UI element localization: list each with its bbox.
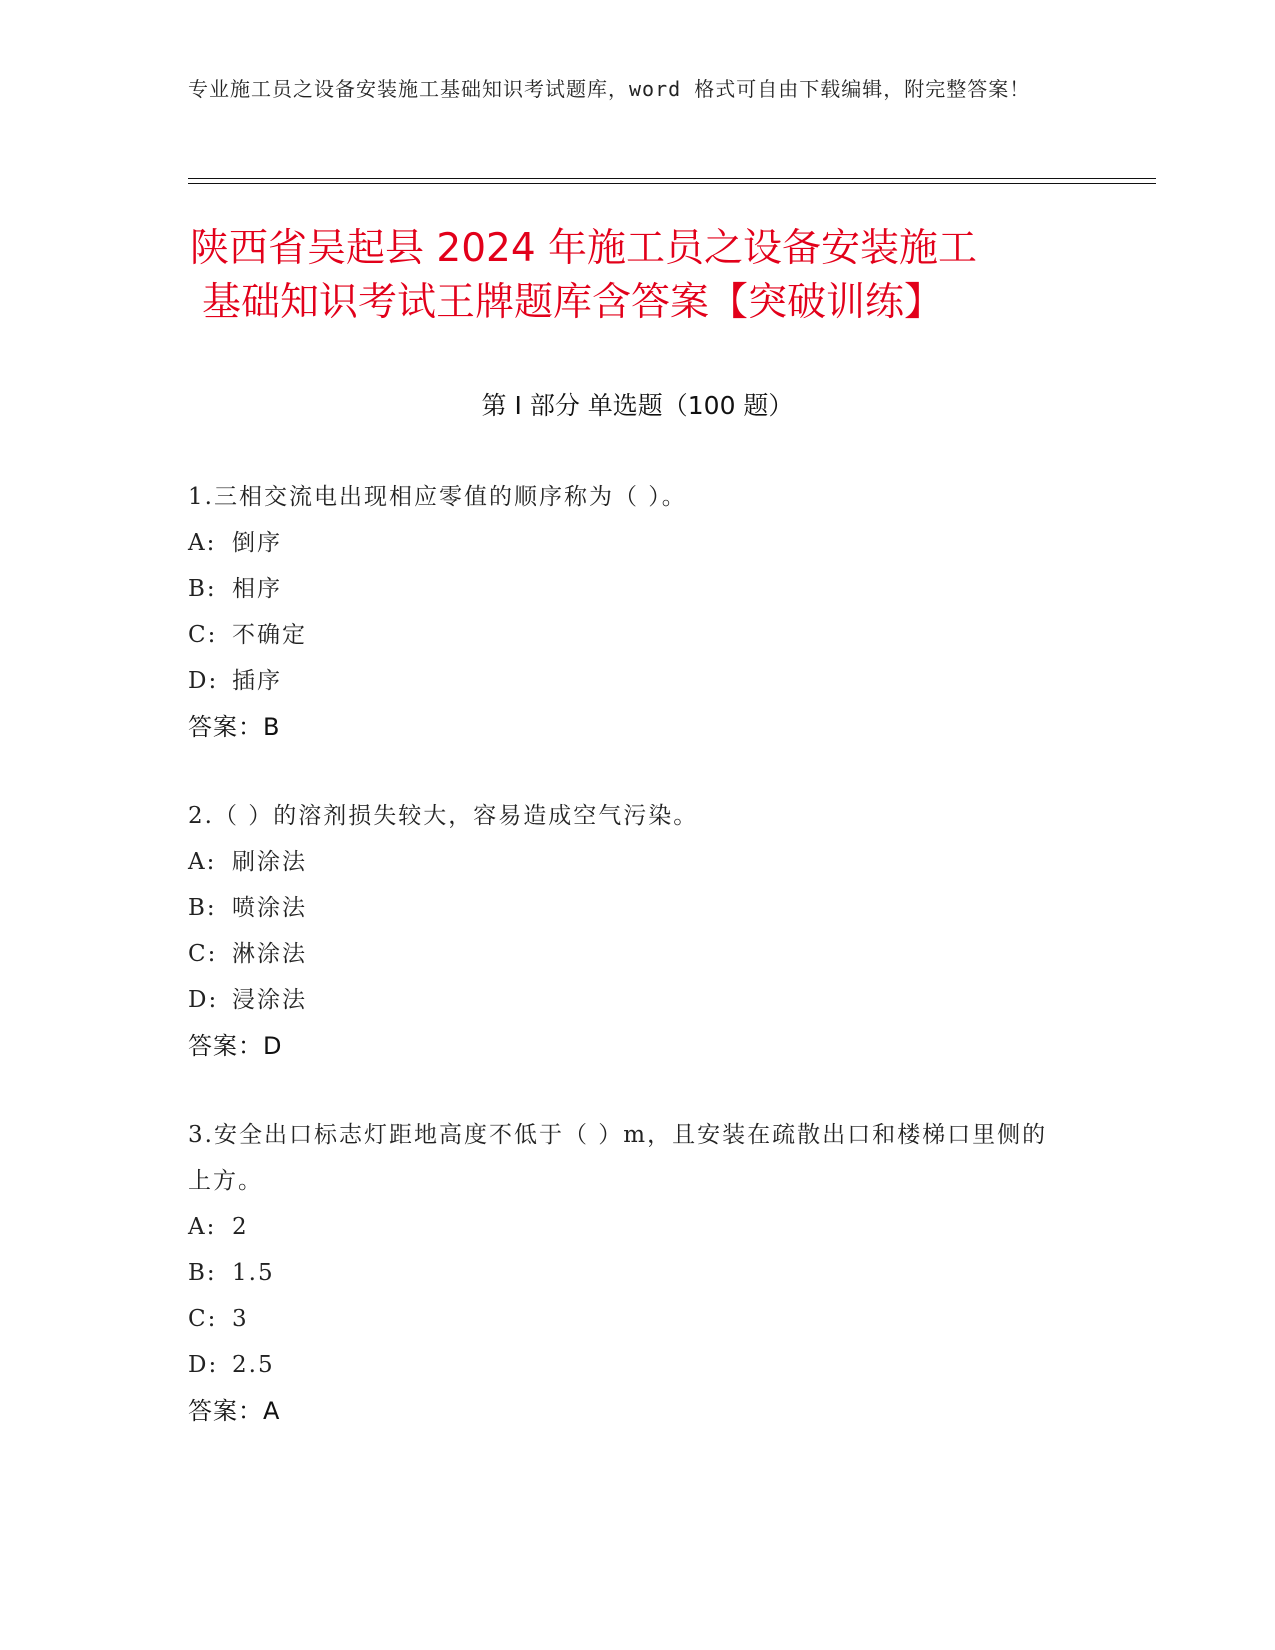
question-text: 1.三相交流电出现相应零值的顺序称为（ ）。 xyxy=(188,484,687,510)
option-key: A: xyxy=(188,1214,217,1240)
option-text: 淋涂法 xyxy=(232,941,307,967)
option-key: B: xyxy=(188,895,217,921)
title-line-1: 陕西省吴起县 2024 年施工员之设备安装施工 xyxy=(190,226,978,271)
option-a xyxy=(188,1204,1068,1250)
option-text: 喷涂法 xyxy=(232,895,307,921)
option-a xyxy=(188,839,1068,885)
header-divider-bottom xyxy=(188,183,1156,184)
option-d xyxy=(188,658,1068,704)
title-line-2: 基础知识考试王牌题库含答案【突破训练】 xyxy=(202,280,944,325)
option-text: 1.5 xyxy=(232,1260,275,1286)
option-c xyxy=(188,931,1068,977)
question-3 xyxy=(188,1112,1068,1434)
option-key: C: xyxy=(188,941,218,967)
header-note: 专业施工员之设备安装施工基础知识考试题库，word 格式可自由下载编辑，附完整答案！ xyxy=(188,77,1031,101)
option-c xyxy=(188,612,1068,658)
option-key: A: xyxy=(188,530,217,556)
option-text: 插序 xyxy=(232,668,282,694)
option-key: D: xyxy=(188,987,219,1013)
option-text: 相序 xyxy=(232,576,282,602)
option-a xyxy=(188,520,1068,566)
option-b xyxy=(188,885,1068,931)
option-text: 浸涂法 xyxy=(232,987,307,1013)
option-d xyxy=(188,977,1068,1023)
option-key: B: xyxy=(188,1260,217,1286)
option-key: C: xyxy=(188,622,218,648)
option-text: 不确定 xyxy=(232,622,307,648)
answer: 答案：A xyxy=(188,1397,281,1425)
answer: 答案：D xyxy=(188,1032,283,1060)
option-text: 2 xyxy=(232,1214,249,1240)
option-c xyxy=(188,1296,1068,1342)
answer: 答案：B xyxy=(188,713,281,741)
option-d xyxy=(188,1342,1068,1388)
document-title xyxy=(190,222,1090,330)
question-2 xyxy=(188,793,1068,1069)
question-text: 2.（ ）的溶剂损失较大，容易造成空气污染。 xyxy=(188,803,699,829)
option-b xyxy=(188,566,1068,612)
option-text: 3 xyxy=(232,1306,249,1332)
option-text: 倒序 xyxy=(232,530,282,556)
option-key: D: xyxy=(188,668,219,694)
question-1 xyxy=(188,474,1068,750)
section-heading: 第 I 部分 单选题（100 题） xyxy=(481,391,794,420)
header-divider-top xyxy=(188,178,1156,179)
option-key: C: xyxy=(188,1306,218,1332)
option-text: 2.5 xyxy=(232,1352,275,1378)
option-b xyxy=(188,1250,1068,1296)
option-key: B: xyxy=(188,576,217,602)
option-key: D: xyxy=(188,1352,219,1378)
option-text: 刷涂法 xyxy=(232,849,307,875)
option-key: A: xyxy=(188,849,217,875)
question-text: 3.安全出口标志灯距地高度不低于（ ）m，且安装在疏散出口和楼梯口里侧的上方。 xyxy=(188,1122,1048,1194)
